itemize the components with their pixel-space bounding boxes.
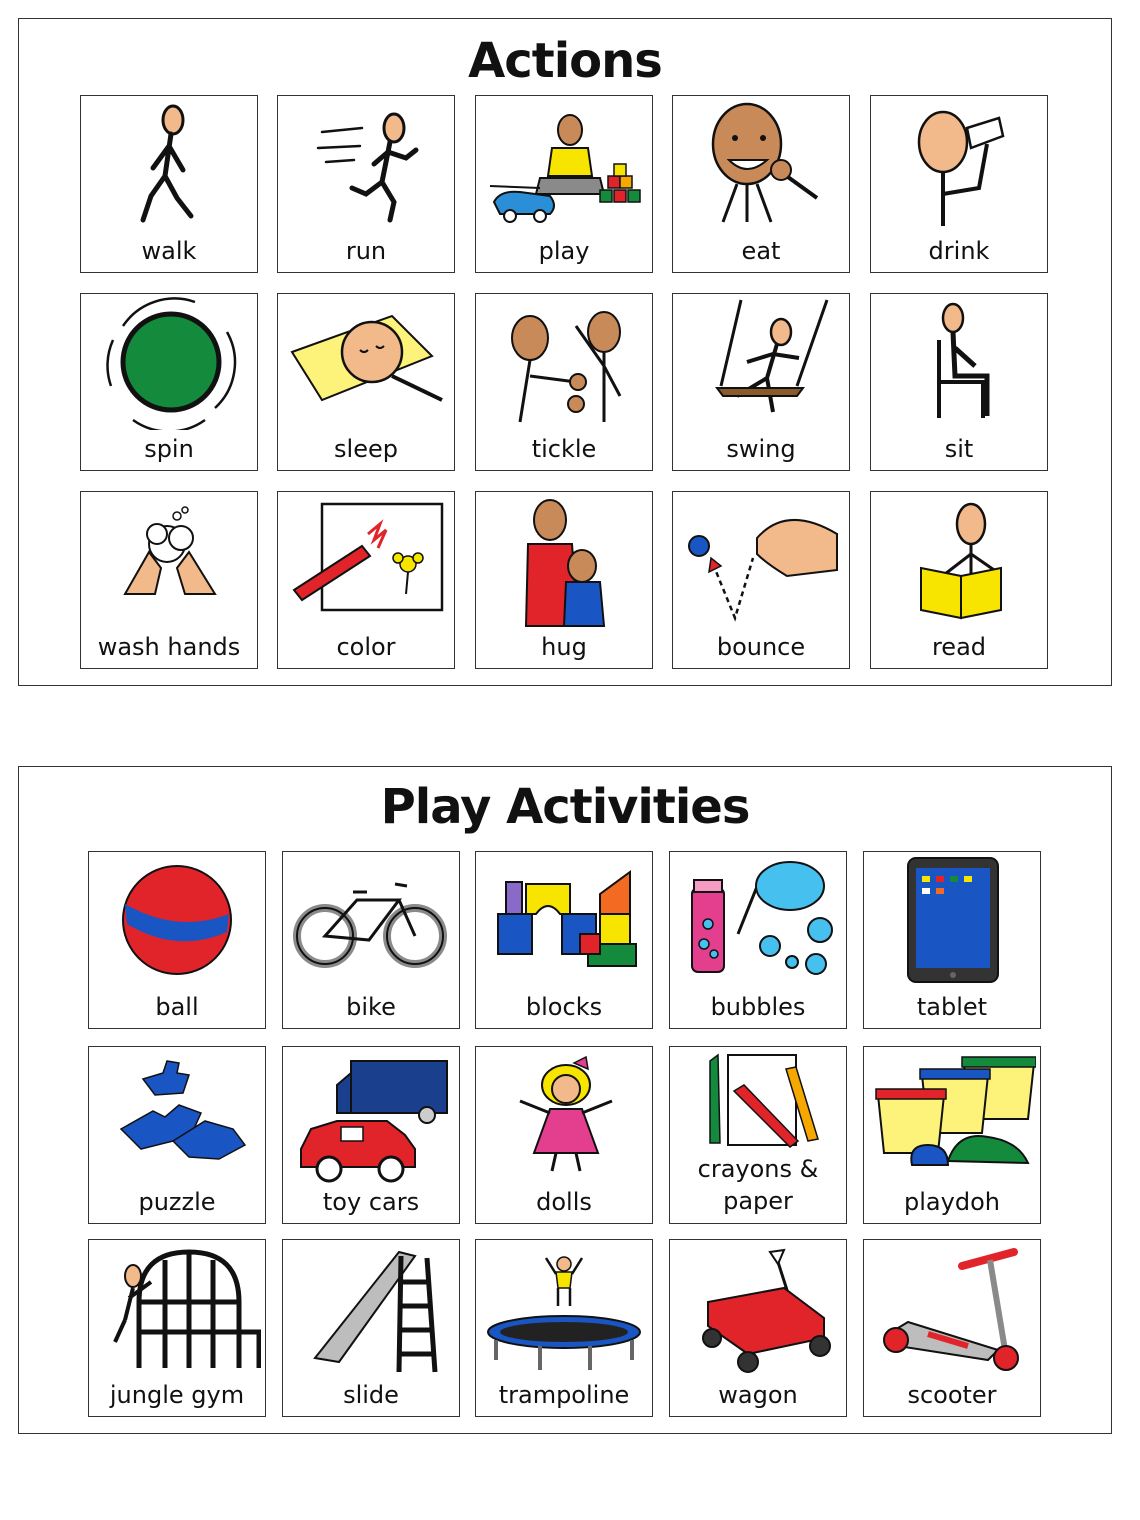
wagon-icon bbox=[674, 1242, 842, 1376]
card-puzzle[interactable] bbox=[88, 1046, 266, 1224]
card-label: scooter bbox=[907, 1381, 997, 1409]
card-scooter[interactable] bbox=[863, 1239, 1041, 1417]
card-walk[interactable] bbox=[80, 95, 258, 273]
tablet-icon bbox=[868, 854, 1036, 988]
card-eat[interactable] bbox=[672, 95, 850, 273]
card-label: slide bbox=[343, 1381, 399, 1409]
trampoline-icon bbox=[480, 1242, 648, 1376]
ball-icon bbox=[93, 854, 261, 988]
toy-blocks-icon bbox=[480, 854, 648, 988]
card-bounce[interactable] bbox=[672, 491, 850, 669]
hugging-people-icon bbox=[480, 494, 648, 628]
tickling-people-icon bbox=[480, 296, 648, 430]
card-label: bounce bbox=[716, 633, 806, 661]
card-slide[interactable] bbox=[282, 1239, 460, 1417]
card-label: wash hands bbox=[97, 633, 241, 661]
card-read[interactable] bbox=[870, 491, 1048, 669]
card-dolls[interactable] bbox=[475, 1046, 653, 1224]
card-label: walk bbox=[141, 237, 197, 265]
card-jungle-gym[interactable] bbox=[88, 1239, 266, 1417]
card-label: crayons & bbox=[697, 1155, 819, 1183]
spinning-circle-icon bbox=[85, 296, 253, 430]
card-playdoh[interactable] bbox=[863, 1046, 1041, 1224]
bicycle-icon bbox=[287, 854, 455, 988]
card-label: eat bbox=[741, 237, 781, 265]
card-wash-hands[interactable] bbox=[80, 491, 258, 669]
card-label: toy cars bbox=[322, 1188, 420, 1216]
card-label: bike bbox=[346, 993, 396, 1021]
card-label: swing bbox=[726, 435, 796, 463]
card-label: wagon bbox=[718, 1381, 798, 1409]
card-label: ball bbox=[155, 993, 199, 1021]
card-label: run bbox=[345, 237, 387, 265]
board-title: Actions bbox=[468, 33, 662, 89]
card-label: tickle bbox=[531, 435, 597, 463]
walking-person-icon bbox=[85, 98, 253, 232]
card-label: playdoh bbox=[904, 1188, 1000, 1216]
card-label: play bbox=[538, 237, 590, 265]
card-label: spin bbox=[144, 435, 194, 463]
card-hug[interactable] bbox=[475, 491, 653, 669]
card-sit[interactable] bbox=[870, 293, 1048, 471]
card-ball[interactable] bbox=[88, 851, 266, 1029]
actions-board bbox=[18, 18, 1112, 686]
card-label: bubbles bbox=[710, 993, 806, 1021]
card-label: sit bbox=[944, 435, 974, 463]
board-title: Play Activities bbox=[380, 779, 750, 835]
card-sleep[interactable] bbox=[277, 293, 455, 471]
puzzle-pieces-icon bbox=[93, 1049, 261, 1183]
card-label: trampoline bbox=[498, 1381, 630, 1409]
card-drink[interactable] bbox=[870, 95, 1048, 273]
card-run[interactable] bbox=[277, 95, 455, 273]
washing-hands-icon bbox=[85, 494, 253, 628]
card-bubbles[interactable] bbox=[669, 851, 847, 1029]
card-bike[interactable] bbox=[282, 851, 460, 1029]
person-eating-icon bbox=[677, 98, 845, 232]
card-blocks[interactable] bbox=[475, 851, 653, 1029]
card-label: read bbox=[931, 633, 987, 661]
card-crayons-paper[interactable] bbox=[669, 1046, 847, 1224]
card-color[interactable] bbox=[277, 491, 455, 669]
jungle-gym-icon bbox=[93, 1242, 261, 1376]
card-label: puzzle bbox=[138, 1188, 216, 1216]
play-activities-board bbox=[18, 766, 1112, 1434]
crayons-paper-icon bbox=[674, 1049, 842, 1159]
bubbles-icon bbox=[674, 854, 842, 988]
card-toy-cars[interactable] bbox=[282, 1046, 460, 1224]
card-label: tablet bbox=[916, 993, 988, 1021]
bouncing-ball-icon bbox=[677, 494, 845, 628]
crayon-drawing-icon bbox=[282, 494, 450, 628]
card-wagon[interactable] bbox=[669, 1239, 847, 1417]
card-tickle[interactable] bbox=[475, 293, 653, 471]
card-label-line2: paper bbox=[723, 1187, 793, 1215]
person-swinging-icon bbox=[677, 296, 845, 430]
card-label: dolls bbox=[536, 1188, 592, 1216]
person-drinking-icon bbox=[875, 98, 1043, 232]
card-label: hug bbox=[541, 633, 587, 661]
card-play[interactable] bbox=[475, 95, 653, 273]
doll-icon bbox=[480, 1049, 648, 1183]
card-label: sleep bbox=[334, 435, 398, 463]
card-tablet[interactable] bbox=[863, 851, 1041, 1029]
card-trampoline[interactable] bbox=[475, 1239, 653, 1417]
running-person-icon bbox=[282, 98, 450, 232]
playdoh-icon bbox=[868, 1049, 1036, 1183]
sleeping-face-icon bbox=[282, 296, 450, 430]
child-playing-toys-icon bbox=[480, 98, 648, 232]
card-label: blocks bbox=[525, 993, 603, 1021]
scooter-icon bbox=[868, 1242, 1036, 1376]
card-label: jungle gym bbox=[109, 1381, 245, 1409]
slide-icon bbox=[287, 1242, 455, 1376]
person-reading-book-icon bbox=[875, 494, 1043, 628]
person-sitting-icon bbox=[875, 296, 1043, 430]
card-label: color bbox=[336, 633, 396, 661]
card-label: drink bbox=[928, 237, 990, 265]
toy-cars-icon bbox=[287, 1049, 455, 1183]
card-swing[interactable] bbox=[672, 293, 850, 471]
card-spin[interactable] bbox=[80, 293, 258, 471]
